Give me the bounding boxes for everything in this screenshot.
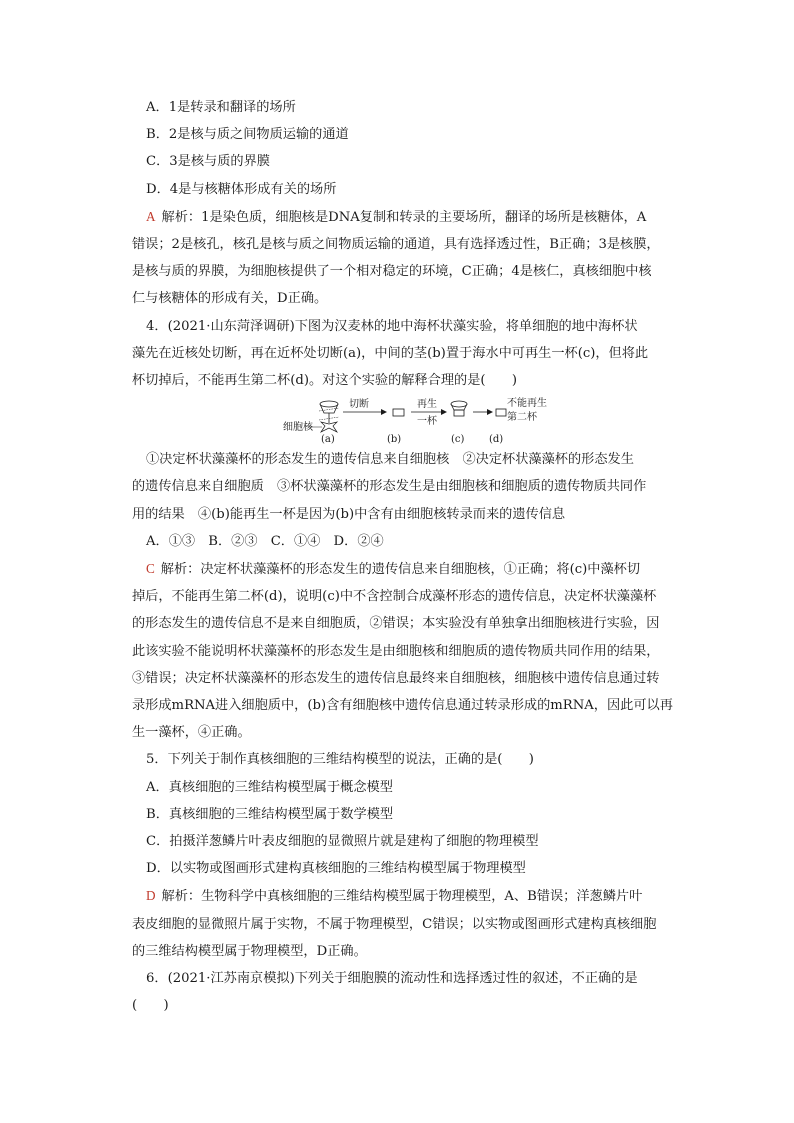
q3-option-b: B．2是核与质之间物质运输的通道 <box>146 127 349 143</box>
answer-text: 解析：决定杯状藻藻杯的形态发生的遗传信息来自细胞核，①正确；将(c)中藻杯切 <box>160 562 641 578</box>
arrow-head-icon <box>487 409 493 415</box>
no-regen-label-bottom: 第二杯 <box>507 412 537 424</box>
nucleus-label: 细胞核 <box>283 422 313 434</box>
statement-line: 用的结果 ④(b)能再生一杯是因为(b)中含有由细胞核转录而来的遗传信息 <box>132 506 566 522</box>
document-page <box>132 94 676 1020</box>
answer-letter: D <box>146 888 156 904</box>
q4-answer <box>132 555 676 746</box>
cut-label: 切断 <box>349 399 369 411</box>
q3-option-a: A．1是转录和翻译的场所 <box>146 100 296 115</box>
q4-statements <box>132 446 676 528</box>
answer-text: 错误；2是核孔，核孔是核与质之间物质运输的通道，具有选择透过性，B正确；3是核膜， <box>132 237 660 253</box>
answer-text: 的三维结构模型属于物理模型，D正确。 <box>132 943 367 959</box>
q3-options <box>146 94 676 203</box>
answer-text: 是核与质的界膜，为细胞核提供了一个相对稳定的环境，C正确；4是核仁，真核细胞中核 <box>132 264 652 280</box>
q5-option-a: A．真核细胞的三维结构模型属于概念模型 <box>146 779 393 795</box>
regen-label-top: 再生 <box>417 399 437 411</box>
q5-answer <box>132 882 676 965</box>
q4-stem <box>132 313 676 395</box>
answer-letter: C <box>146 561 155 577</box>
q5-option-d: D．以实物或图画形式建构真核细胞的三维结构模型属于物理模型 <box>146 861 526 877</box>
question-stem: 6．(2021·江苏南京模拟)下列关于细胞膜的流动性和选择透过性的叙述，不正确的是 <box>146 971 638 987</box>
q5-option-c: C．拍摄洋葱鳞片叶表皮细胞的显微照片就是建构了细胞的物理模型 <box>146 834 539 850</box>
figure-label-c: (c) <box>451 434 465 446</box>
question-stem: ( ) <box>132 998 169 1014</box>
acetabularia-diagram <box>281 396 547 446</box>
q6 <box>132 965 676 1019</box>
statement-line: 的遗传信息来自细胞质 ③杯状藻藻杯的形态发生是由细胞核和细胞质的遗传物质共同作 <box>132 479 647 495</box>
q5 <box>146 746 676 882</box>
figure-label-b: (b) <box>387 434 402 446</box>
answer-text: 仁与核糖体的形成有关，D正确。 <box>132 291 328 307</box>
question-stem: 5．下列关于制作真核细胞的三维结构模型的说法，正确的是( ) <box>146 752 534 768</box>
question-stem: 4．(2021·山东菏泽调研)下图为汉麦林的地中海杯状藻实验，将单细胞的地中海杯状 <box>146 318 638 334</box>
cell-d-drawing <box>496 409 506 416</box>
arrow-head-icon <box>381 409 387 415</box>
answer-text: 解析：生物科学中真核细胞的三维结构模型属于物理模型，A、B错误；洋葱鳞片叶 <box>161 889 643 905</box>
cell-b-drawing <box>393 409 404 416</box>
statement-line: ①决定杯状藻藻杯的形态发生的遗传信息来自细胞核 ②决定杯状藻藻杯的形态发生 <box>146 452 634 468</box>
answer-text: 此该实验不能说明杯状藻藻杯的形态发生是由细胞核和细胞质的遗传物质共同作用的结果， <box>132 643 660 659</box>
answer-text: 掉后，不能再生第二杯(d)，说明(c)中不含控制合成藻杯形态的遗传信息，决定杯状藻藻杯 <box>132 589 657 605</box>
answer-text: ③错误；决定杯状藻藻杯的形态发生的遗传信息最终来自细胞核，细胞核中遗传信息通过转 <box>132 670 660 686</box>
answer-text: 的形态发生的遗传信息不是来自细胞质，②错误；本实验没有单独拿出细胞核进行实验，因 <box>132 616 660 632</box>
cell-c-drawing <box>451 401 467 416</box>
answer-letter: A <box>146 208 156 224</box>
answer-text: 录形成mRNA进入细胞质中，(b)含有细胞核中遗传信息通过转录形成的mRNA，因此可以再 <box>132 698 673 714</box>
q3-option-d: D．4是与核糖体形成有关的场所 <box>146 181 337 197</box>
figure-label-d: (d) <box>489 434 504 446</box>
answer-text: 解析：1是染色质，细胞核是DNA复制和转录的主要场所，翻译的场所是核糖体，A <box>161 209 647 225</box>
figure-label-a: (a) <box>321 434 335 446</box>
regen-label-bottom: 一杯 <box>417 416 437 428</box>
question-stem: 杯切掉后，不能再生第二杯(d)。对这个实验的解释合理的是( ) <box>132 373 518 389</box>
no-regen-label-top: 不能再生 <box>507 398 547 410</box>
q3-option-c: C．3是核与质的界膜 <box>146 154 270 170</box>
answer-text: 生一藻杯，④正确。 <box>132 725 251 741</box>
question-stem: 藻先在近核处切断，再在近杯处切断(a)，中间的茎(b)置于海水中可再生一杯(c)，但将此 <box>132 345 649 361</box>
q5-option-b: B．真核细胞的三维结构模型属于数学模型 <box>146 806 394 822</box>
answer-text: 表皮细胞的显微照片属于实物，不属于物理模型，C错误；以实物或图画形式建构真核细胞 <box>132 916 657 932</box>
q3-answer <box>132 203 676 313</box>
q4-options: A．①③ B．②③ C．①④ D．②④ <box>146 533 384 549</box>
arrow-head-icon <box>441 409 447 415</box>
q4-figure <box>146 394 676 446</box>
